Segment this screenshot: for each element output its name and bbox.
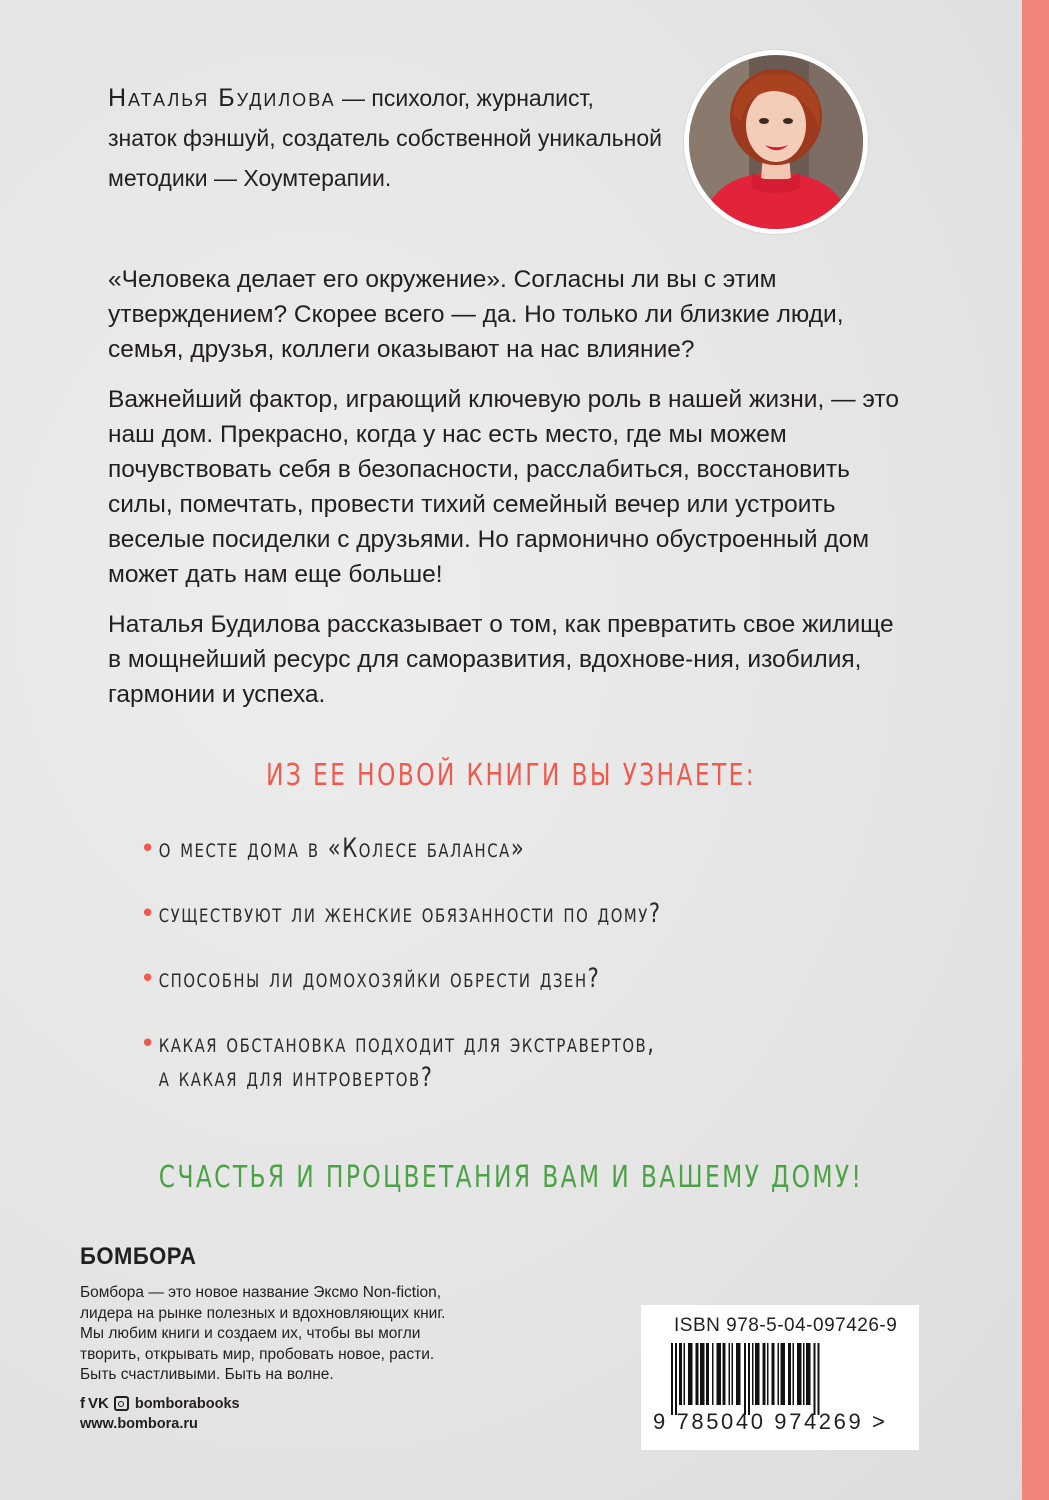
intro-text [108,262,908,727]
social-handle[interactable]: bomborabooks [134,1395,240,1412]
bullet-dot-icon: • [140,899,158,929]
learn-list [140,832,960,1095]
list-item [140,897,960,931]
social-links [80,1395,240,1412]
list-item [140,1027,960,1095]
barcode-digits: 9 785040 974269 > [653,1409,888,1434]
list-item-text: существуют ли женские обязанности по дому? [158,898,662,929]
intro-paragraph: «Человека делает его окружение». Согласны ли вы с этим утверждением? Скорее всего — да. Но только ли близкие люди, семья, друзья, коллеги оказывают на нас влияние? [108,266,844,363]
list-item-text: способны ли домохозяйки обрести дзен? [158,963,601,994]
author-name: Наталья Будилова [108,84,336,112]
list-item [140,832,960,866]
list-item-text: о месте дома в «Колесе баланса» [158,833,526,864]
barcode-box [641,1305,919,1450]
website-link[interactable]: www.bombora.ru [80,1416,198,1432]
learn-heading: ИЗ ЕЕ НОВОЙ КНИГИ ВЫ УЗНАЕТЕ: [266,758,756,793]
bullet-dot-icon: • [140,1029,158,1059]
author-bio [108,78,668,198]
list-item-text: какая обстановка подходит для экстравертов, а какая для интровертов? [158,1028,656,1093]
bullet-dot-icon: • [140,964,158,994]
intro-paragraph: Важнейший фактор, играющий ключевую роль в нашей жизни, — это наш дом. Прекрасно, когда у нас есть место, где мы можем почувствовать себя в безопасности, расслабиться, восстановить силы, помечтать, провести тихий семейный вечер или устроить веселые посиделки с друзьями. Но гармонично обустроенный дом может дать нам еще больше! [108,386,899,588]
author-portrait [684,50,868,234]
facebook-icon[interactable]: f [80,1395,85,1412]
isbn-number: ISBN 978-5-04-097426-9 [674,1315,898,1336]
intro-paragraph: Наталья Будилова рассказывает о том, как превратить свое жилище в мощнейший ресурс для саморазвития, вдохнове-ния, изобилия, гармонии и успеха. [108,611,894,708]
instagram-icon[interactable] [114,1396,129,1411]
closing-wish: СЧАСТЬЯ И ПРОЦВЕТАНИЯ ВАМ И ВАШЕМУ ДОМУ! [158,1160,864,1195]
list-item [140,962,960,996]
publisher-logo: БОМБОРА [80,1243,197,1270]
bullet-dot-icon: • [140,834,158,864]
author-bio-text: — психолог, журналист, знаток фэншуй, создатель собственной уникальной методики — Хоумтерапии. [108,85,662,191]
vk-icon[interactable]: VK [88,1395,109,1412]
publisher-description: Бомбора — это новое название Эксмо Non-fiction, лидера на рынке полезных и вдохновляющих книг. Мы любим книги и создаем их, чтобы вы могли творить, открывать мир, пробовать новое, расти. Быть счастливыми. Быть на волне. [80,1284,446,1383]
author-portrait-image [689,55,863,229]
pink-edge-stripe [1022,0,1049,1500]
